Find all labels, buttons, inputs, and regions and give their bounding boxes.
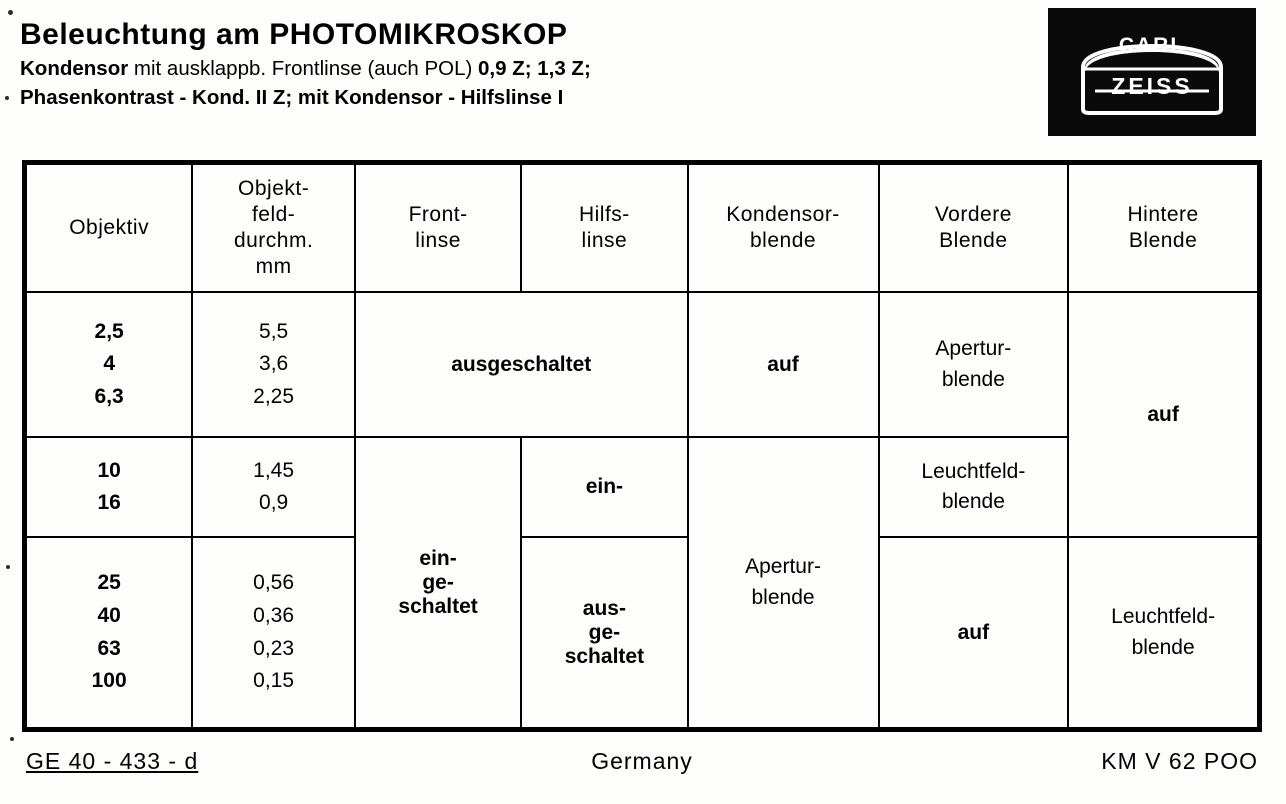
header-frontlinse-l1: Front- [408,202,468,226]
frontlinse-l1: ein- [419,546,457,570]
durchmesser-value: 0,9 [259,491,289,515]
header-kondensorblende-l2: blende [749,229,817,252]
hilfslinse-l3: schaltet [564,644,645,668]
header-objektiv-label: Objektiv [69,215,150,239]
vordere-blende-l1: Leuchtfeld- [921,459,1026,483]
header-objektfeld-l2: feld- [251,202,296,226]
subtitle-line-2-text: Phasenkontrast - Kond. II Z; mit Kondensor - Hilfslinse I [20,86,564,110]
kondensorblende-l1: Apertur- [745,555,821,579]
vordere-blende-cell-group1 [879,292,1069,437]
objektiv-value: 25 [97,571,121,595]
document-header [20,18,1020,112]
subtitle-mid-text: mit ausklappb. Frontlinse (auch POL) [128,56,478,80]
durchmesser-value: 0,15 [253,669,295,693]
footer-print-code: KM V 62 POO [1101,748,1258,774]
logo-inner [1077,29,1227,115]
subtitle-line-1 [20,55,1020,83]
objektiv-cell-group2 [26,437,192,537]
subtitle-bold-values: 0,9 Z; 1,3 Z; [478,56,591,80]
objektiv-cell-group3 [26,537,192,728]
header-hilfslinse [521,164,687,292]
header-objektfeld-l4: mm [255,255,292,279]
header-hilfslinse-l1: Hilfs- [578,202,630,226]
durchmesser-value: 1,45 [253,458,295,482]
vordere-blende-cell-group3: auf [879,537,1069,728]
objektiv-value: 6,3 [94,384,124,408]
vordere-blende-l1: Apertur- [935,337,1012,361]
objektiv-value: 4 [103,352,115,376]
durchmesser-cell-group2 [192,437,355,537]
illumination-table [22,160,1262,732]
hilfslinse-l1: aus- [582,596,626,620]
objektiv-value: 10 [97,458,121,482]
page-title: Beleuchtung am PHOTOMIKROSKOP [20,18,568,51]
hintere-blende-cell-group3 [1068,537,1258,728]
durchmesser-value: 0,36 [253,603,295,627]
frontlinse-l2: ge- [422,570,454,594]
hintere-blende-cell-group1: auf [1068,292,1258,537]
objektiv-value: 40 [97,603,121,627]
table-row-group-1 [26,292,1258,437]
hilfslinse-cell-group3 [521,537,687,728]
header-objektfeld-l1: Objekt- [238,176,310,200]
header-hintere-blende [1068,164,1258,292]
durchmesser-cell-group3 [192,537,355,728]
hintere-blende-l1: Leuchtfeld- [1111,605,1216,629]
scan-speck [8,10,13,15]
footer-country: Germany [591,748,693,774]
durchmesser-value: 2,25 [253,384,295,408]
durchmesser-value: 3,6 [259,352,289,376]
header-hintere-l1: Hintere [1127,202,1199,226]
objektiv-value: 16 [97,491,121,515]
objektiv-value: 100 [91,669,127,693]
header-kondensorblende-l1: Kondensor- [726,202,840,226]
footer-order-code: GE 40 - 433 - d [26,748,199,774]
logo-text-carl: CARL [1118,34,1186,57]
hintere-blende-l2: blende [1131,635,1195,659]
vordere-blende-l2: blende [941,367,1005,391]
hilfslinse-l2: ge- [588,620,621,644]
objektiv-value: 2,5 [94,319,124,343]
durchmesser-value: 5,5 [259,319,289,343]
table-header-row [26,164,1258,292]
header-vordere-l2: Blende [939,229,1008,252]
header-hintere-l2: Blende [1128,229,1198,252]
objektiv-value: 63 [97,636,121,660]
header-vordere-l1: Vordere [934,202,1012,226]
hilfslinse-cell-group2: ein- [521,437,687,537]
scan-speck [10,737,14,741]
frontlinse-cell-group1: ausgeschaltet [355,292,688,437]
scan-speck [6,565,10,569]
carl-zeiss-logo [1048,8,1256,136]
document-footer [22,748,1262,788]
header-hilfslinse-l2: linse [581,229,628,252]
vordere-blende-l2: blende [941,490,1005,514]
durchmesser-value: 0,56 [253,571,295,595]
objektiv-cell-group1 [26,292,192,437]
header-objektfelddurchmesser [192,164,355,292]
durchmesser-value: 0,23 [253,636,295,660]
header-objektiv [26,164,192,292]
header-vordere-blende [879,164,1069,292]
logo-text-zeiss: ZEISS [1111,73,1193,99]
subtitle-line-2 [20,84,1020,112]
durchmesser-cell-group1 [192,292,355,437]
table-row-group-3 [26,537,1258,728]
vordere-blende-cell-group2 [879,437,1069,537]
scan-speck [5,96,9,100]
kondensorblende-cell-group2-3 [688,437,879,728]
header-objektfeld-l3: durchm. [233,229,314,252]
header-frontlinse [355,164,521,292]
header-kondensorblende [688,164,879,292]
kondensorblende-cell-group1: auf [688,292,879,437]
header-frontlinse-l2: linse [415,229,461,252]
subtitle-bold-kondensor: Kondensor [20,56,129,80]
frontlinse-cell-group2-3 [355,437,521,728]
kondensorblende-l2: blende [751,585,815,609]
frontlinse-l3: schaltet [398,594,478,618]
